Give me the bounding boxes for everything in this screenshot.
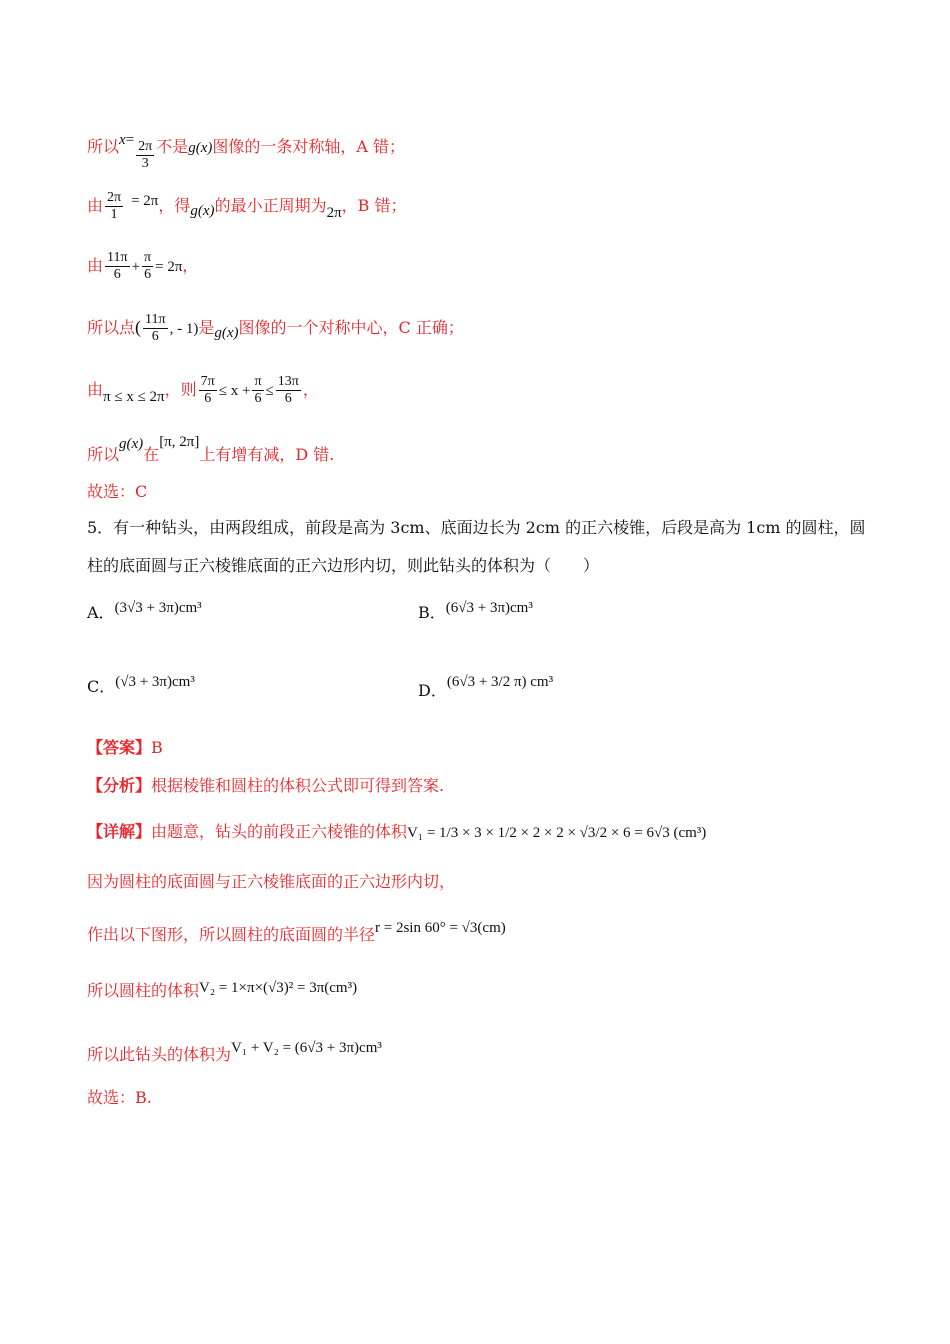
math-eq: = 2π (155, 259, 183, 275)
option-expr: (3√3 + 3π)cm³ (114, 600, 202, 616)
text: ， (302, 380, 319, 399)
text: 图像的一个对称中心，C 正确； (238, 318, 464, 337)
detail-line (87, 822, 706, 843)
math-var: x (119, 132, 126, 148)
text: 图像的一条对称轴，A 错； (212, 137, 406, 156)
text: 因为圆柱的底面圆与正六棱锥底面的正六边形内切， (87, 872, 456, 891)
solution-line-2 (87, 190, 407, 223)
cylinder-line (87, 872, 455, 892)
detail-tag: 【详解】 (87, 822, 152, 841)
fraction: $\frac{11\pi}{6}$ (107, 250, 128, 282)
option-c[interactable] (87, 672, 195, 697)
option-d[interactable] (418, 672, 553, 701)
fraction: $\frac{11\pi}{6}$ (145, 312, 166, 344)
math-eq: = 2π (131, 193, 159, 209)
math-rest: , - 1) (169, 321, 199, 337)
solution-line-3 (87, 250, 198, 283)
math-ineq: π ≤ x ≤ 2π (103, 389, 165, 405)
v1-formula: V₁ = 1/3 × 3 × 1/2 × 2 × 2 × √3/2 × 6 = 6√3 (cm³) (407, 825, 707, 841)
text: 所以 (87, 137, 120, 156)
v2-formula: V₂ = 1×π×(√3)² = 3π(cm³) (199, 980, 358, 996)
text: ，B 错； (341, 196, 407, 215)
v2-line (87, 978, 357, 1001)
question-text: 柱的底面圆与正六棱锥底面的正六边形内切，则此钻头的体积为（ ） (87, 556, 600, 575)
answer-line (87, 738, 163, 758)
text: 是 (198, 318, 215, 337)
math-val: 2π (326, 205, 342, 221)
question-line-1 (87, 518, 866, 538)
final-line (87, 1088, 152, 1108)
text: 不是 (156, 137, 189, 156)
option-expr: (√3 + 3π)cm³ (115, 674, 195, 690)
text: 由 (87, 256, 104, 275)
math-paren: ( (135, 317, 142, 337)
math-func: g(x) (119, 436, 144, 452)
radius-line (87, 918, 506, 945)
total-line (87, 1038, 382, 1065)
fraction: $\frac{2\pi}{1}$ (107, 190, 122, 222)
fraction: $\frac{2\pi}{3}$ (138, 139, 153, 171)
option-label: D． (418, 681, 447, 700)
solution-line-4 (87, 312, 464, 345)
math-func: g(x) (214, 325, 239, 341)
text: 所以圆柱的体积 (87, 981, 200, 1000)
math-func: g(x) (188, 140, 213, 156)
fraction: $\frac{\pi}{6}$ (144, 250, 152, 282)
analysis-tag: 【分析】 (87, 776, 152, 795)
option-b[interactable] (418, 598, 533, 623)
total-formula: V₁ + V₂ = (6√3 + 3π)cm³ (231, 1040, 382, 1056)
math-interval: [π, 2π] (159, 434, 200, 450)
option-a[interactable] (87, 598, 202, 623)
text: ， (182, 256, 199, 275)
option-expr: (6√3 + 3π)cm³ (445, 600, 533, 616)
text: 所以点 (87, 318, 136, 337)
solution-line-5 (87, 374, 319, 407)
fraction: $\frac{\pi}{6}$ (254, 374, 262, 406)
text: 所以 (87, 445, 120, 464)
final-text: 故选：B. (87, 1088, 152, 1107)
question-line-2 (87, 556, 599, 576)
solution-line-7 (87, 482, 147, 502)
option-label: A． (87, 603, 115, 622)
option-label: B． (418, 603, 446, 622)
math-eq: = (125, 132, 135, 148)
text: 作出以下图形，所以圆柱的底面圆的半径 (87, 925, 376, 944)
analysis-line (87, 776, 444, 796)
text: 所以此钻头的体积为 (87, 1045, 232, 1064)
answer-value: B (151, 738, 163, 757)
analysis-text: 根据棱锥和圆柱的体积公式即可得到答案. (151, 776, 445, 795)
math-op: + (131, 259, 141, 275)
radius-formula: r = 2sin 60° = √3(cm) (375, 920, 506, 936)
detail-text: 由题意，钻头的前段正六棱锥的体积 (151, 822, 408, 841)
text: 上有增有减，D 错. (199, 445, 335, 464)
text: ，得 (158, 196, 191, 215)
conclusion-text: 故选：C (87, 482, 148, 501)
solution-line-6 (87, 432, 334, 465)
fraction: $\frac{7\pi}{6}$ (200, 374, 215, 406)
option-label: C． (87, 677, 116, 696)
solution-line-1 (87, 130, 405, 172)
answer-tag: 【答案】 (87, 738, 152, 757)
text: 由 (87, 196, 104, 215)
text: ，则 (164, 380, 197, 399)
fraction: $\frac{13\pi}{6}$ (277, 374, 299, 406)
option-expr: (6√3 + 3/2 π) cm³ (446, 674, 554, 690)
text: 由 (87, 380, 104, 399)
math-op: ≤ (265, 383, 274, 399)
text: 的最小正周期为 (214, 196, 327, 215)
question-text: 5．有一种钻头，由两段组成，前段是高为 3cm、底面边长为 2cm 的正六棱锥，后段是高为 1cm 的圆柱，圆 (87, 518, 866, 537)
math-op: ≤ x + (218, 383, 251, 399)
text: 在 (143, 445, 160, 464)
math-func: g(x) (190, 203, 215, 219)
